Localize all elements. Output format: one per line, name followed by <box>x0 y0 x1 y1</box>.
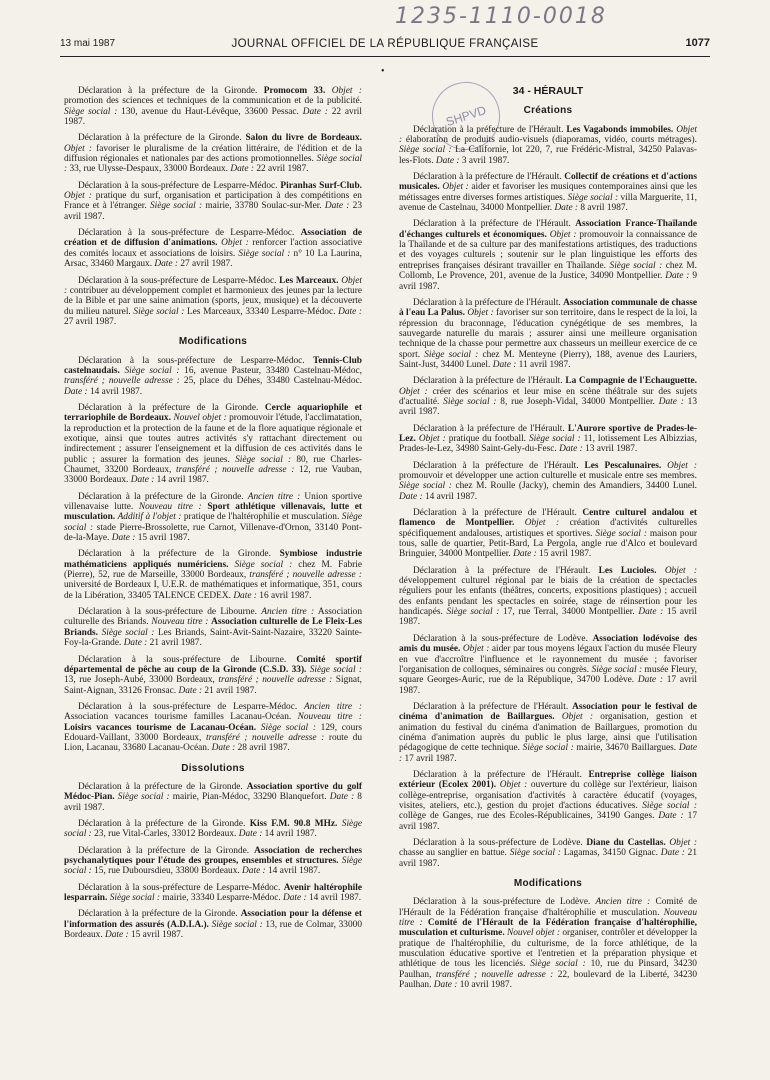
declaration-entry: Déclaration à la sous-préfecture de Lesparre-Médoc. Ancien titre : Association vacances tourisme familles Lacanau-Océan. Nouveau titre : Loisirs vacances tourisme de Lacanau-Océan. Siège social : 129, cours Edouard-Vaillant, 33000 Bordeaux, transféré ; nouvelle adresse : route du Lion, Lacanau, 33680 Lacanau-Océan. Date : 28 avril 1987. <box>64 701 362 754</box>
declaration-entry: Déclaration à la préfecture de la Gironde. Symbiose industrie mathématiciens appliqués numériciens. Siège social : chez M. Fabrie (Pierre), 52, rue de Marseille, 33000 Bordeaux, transféré ; nouvelle adresse : université de Bordeaux I, U.E.R. de mathématiques et informatique, 351, cours de la Libération, 33405 TALENCE CEDEX. Date : 16 avril 1987. <box>64 549 363 601</box>
declaration-entry: Déclaration à la préfecture de l'Hérault. Les Lucioles. Objet : développement culturel régional par le biais de la création de spectacles réguliers pour les enfants (théâtres, concerts, expositions plastiques) ; accueil des enfants pendant les spectacles en soirée, stage de réinsertion pour les handicapés. Siège social : 17, rue Terral, 34000 Montpellier. Date : 15 avril 1987. <box>399 565 697 628</box>
declaration-entry: Déclaration à la préfecture de la Gironde. Association pour la défense et l'information des assurés (A.D.I.A.). Siège social : 13, rue de Colmar, 33000 Bordeaux. Date : 15 avril 1987. <box>64 909 362 941</box>
header-rule <box>60 56 710 57</box>
declaration-entry: Déclaration à la sous-préfecture de Lodève. Ancien titre : Comité de l'Hérault de la Fédération française d'haltérophilie et musculation. Nouveau titre : Comité de l'Hérault de la Fédération française d'haltérophilie, musculation et culturisme. Nouvel objet : organiser, contrôler et développer la pratique de l'haltérophilie, du culturisme, de la force athlétique, de la musculation éducative sportive et l'entretien et la préparation physique et athlétique de tous les licenciés. Siège social : 10, rue du Pinsard, 34230 Paulhan, transféré ; nouvelle adresse : 22, boulevard de la Liberté, 34230 Paulhan. Date : 10 avril 1987. <box>399 897 698 991</box>
declaration-entry: Déclaration à la sous-préfecture de Lesparre-Médoc. Les Marceaux. Objet : contribuer au développement complet et harmonieux des jeunes par la lecture de la Bible et par une saine animation (sports, jeux, musique) et la découverte du milieu naturel. Siège social : Les Marceaux, 33340 Lesparre-Médoc. Date : 27 avril 1987. <box>64 275 362 327</box>
declaration-entry: Déclaration à la sous-préfecture de Libourne. Comité sportif départemental de pêche au coup de la Gironde (C.S.D. 33). Siège social : 13, rue Joseph-Aubé, 33000 Bordeaux, transféré ; nouvelle adresse : Signat, Saint-Aignan, 33126 Fronsac. Date : 21 avril 1987. <box>64 654 363 696</box>
declaration-entry: Déclaration à la préfecture de l'Hérault. Les Pescalunaires. Objet : promouvoir et développer une action culturelle et musicale entre ses membres. Siège social : chez M. Roulle (Jacky), chemin des Amandiers, 34400 Lunel. Date : 14 avril 1987. <box>399 460 697 502</box>
declaration-entry: Déclaration à la sous-préfecture de Lodève. Association lodévoise des amis du musée. Objet : aider par tous moyens légaux l'action du musée Fleury en vue d'accroître l'influence et le rayonnement du musée ; favoriser l'organisation de colloques, séminaires ou congrès. Siège social : musée Fleury, square Georges-Auric, rue de la République, 34700 Lodève. Date : 17 avril 1987. <box>399 633 698 696</box>
declaration-entry: Déclaration à la sous-préfecture de Libourne. Ancien titre : Association culturelle des Briands. Nouveau titre : Association culturelle de Le Fleix-Les Briands. Siège social : Les Briands, Saint-Avit-Saint-Nazaire, 33220 Sainte-Foy-la-Grande. Date : 21 avril 1987. <box>64 607 363 649</box>
declaration-entry: Déclaration à la sous-préfecture de Lesparre-Médoc. Tennis-Club castelnaudais. Siège social : 16, avenue Pasteur, 33480 Castelnau-Médoc, transféré ; nouvelle adresse : 25, place du Déhes, 33480 Castelnau-Médoc. Date : 14 avril 1987. <box>64 355 362 397</box>
declaration-entry: Déclaration à la préfecture de l'Hérault. Association communale de chasse à l'eau La Palus. Objet : favoriser sur son territoire, dans le respect de la loi, la répression du braconnage, l'éducation cynégétique de ses membres, la sauvegarde naturelle du marais ; assurer ainsi une meilleure organisation technique de la chasse pour permettre aux chasseurs un meilleur exercice de ce sport. Siège social : chez M. Menteyne (Pierry), 188, avenue des Lauriers, Saint-Just, 34400 Lunel. Date : 11 avril 1987. <box>399 297 698 370</box>
section-heading: Modifications <box>178 336 248 348</box>
declaration-entry: Déclaration à la préfecture de la Gironde. Kiss F.M. 90.8 MHz. Siège social : 23, rue Vital-Carles, 33012 Bordeaux. Date : 14 avril 1987. <box>64 818 363 840</box>
declaration-entry: Déclaration à la sous-préfecture de Lesparre-Médoc. Association de création et de diffusion d'animations. Objet : renforcer l'action associative des comités locaux et associations de loisirs. Siège social : n° 10 La Laurina, Arsac, 33460 Margaux. Date : 27 avril 1987. <box>64 228 363 270</box>
archive-stamp: SHPVD <box>423 73 509 159</box>
declaration-entry: Déclaration à la préfecture de la Gironde. Association de recherches psychanalytiques pour l'étude des groupes, ensembles et structures. Siège social : 15, rue Duboursdieu, 33800 Bordeaux. Date : 14 avril 1987. <box>64 845 363 877</box>
handwritten-reference: 1235-1110-0018 <box>395 4 607 29</box>
page-number: 1077 <box>685 37 710 49</box>
journal-title: JOURNAL OFFICIEL DE LA RÉPUBLIQUE FRANÇAISE <box>231 38 539 50</box>
declaration-entry: Déclaration à la sous-préfecture de Lesparre-Médoc. Avenir haltérophile lesparrain. Siège social : mairie, 33340 Lesparre-Médoc. Date : 14 avril 1987. <box>64 882 362 904</box>
declaration-entry: Déclaration à la préfecture de l'Hérault. Association pour le festival de cinéma d'animation de Baillargues. Objet : organisation, gestion et animation du festival du cinéma d'animation de Baillargues, promotion du cinéma d'animation auprès du public le plus large, ainsi que l'utilisation pédagogique de cette technique. Siège social : mairie, 34670 Baillargues. Date : 17 avril 1987. <box>399 701 697 764</box>
declaration-entry: Déclaration à la sous-préfecture de Lodève. Diane du Castellas. Objet : chasse au sanglier en battue. Siège social : Lagamas, 34150 Gignac. Date : 21 avril 1987. <box>399 838 697 869</box>
center-dot: • <box>381 66 385 77</box>
declaration-entry: Déclaration à la sous-préfecture de Lesparre-Médoc. Piranhas Surf-Club. Objet : pratique du surf, organisation et participation à des compétitions en France et à l'étranger. Siège social : mairie, 33780 Soulac-sur-Mer. Date : 23 avril 1987. <box>64 180 362 222</box>
declaration-entry: Déclaration à la préfecture de la Gironde. Cercle aquariophile et terrariophile de Bordeaux. Nouvel objet : promouvoir l'étude, l'acclimatation, la reproduction et la protection de la faune et de la flore aquatique régionale et exotique, ainsi que toutes autres activités s'y rattachant directement ou indirectement ; assurer l'enseignement et la diffusion de ces activités dans le public ; assurer la formation des jeunes. Siège social : 80, rue Charles-Chaumet, 33200 Bordeaux, transféré ; nouvelle adresse : 12, rue Vauban, 33000 Bordeaux. Date : 14 avril 1987. <box>64 402 363 486</box>
declaration-entry: Déclaration à la préfecture de l'Hérault. Collectif de créations et d'actions musicales. Objet : aider et favoriser les musiques contemporaines ainsi que les métissages entre diverses formes artistiques. Siège social : villa Marguerite, 11, avenue de Castelnau, 34000 Montpellier. Date : 8 avril 1987. <box>399 172 697 214</box>
declaration-entry: Déclaration à la préfecture de l'Hérault. Association France-Thaïlande d'échanges culturels et économiques. Objet : promouvoir la connaissance de la Thaïlande et de sa culture par des manifestations artistiques, des traductions et des voyages culturels ; soutenir sur le plan linguistique les efforts des entreprises françaises désirant travailler en Thaïlande. Siège social : chez M. Collomb, Le Provence, 201, avenue de la Justice, 34090 Montpellier. Date : 9 avril 1987. <box>399 219 697 292</box>
declaration-entry: Déclaration à la préfecture de la Gironde. Promocom 33. Objet : promotion des sciences et techniques de la communication et de la publicité. Siège social : 130, avenue du Haut-Lévêque, 33600 Pessac. Date : 22 avril 1987. <box>64 86 362 128</box>
department-heading: 34 - HÉRAULT <box>512 85 584 97</box>
page-header <box>60 38 710 54</box>
section-heading: Modifications <box>513 878 583 890</box>
section-heading: Créations <box>523 105 573 117</box>
declaration-entry: Déclaration à la préfecture de l'Hérault. Les Vagabonds immobiles. Objet : élaboration de produits audio-visuels (diaporamas, vidéo, courts métrages). Siège social : La Californie, lot 220, 7, rue Frédéric-Mistral, 34250 Palavas-les-Flots. Date : 3 avril 1987. <box>399 124 697 166</box>
issue-date: 13 mai 1987 <box>60 38 116 49</box>
declaration-entry: Déclaration à la préfecture de l'Hérault. L'Aurore sportive de Prades-le-Lez. Objet : pratique du football. Siège social : 11, lotissement Les Albizzias, Prades-le-Lez, 34980 Saint-Gely-du-Fesc. Date : 13 avril 1987. <box>399 423 698 455</box>
declaration-entry: Déclaration à la préfecture de la Gironde. Association sportive du golf Médoc-Pian. Siège social : mairie, Pian-Médoc, 33290 Blanquefort. Date : 8 avril 1987. <box>64 781 362 813</box>
declaration-entry: Déclaration à la préfecture de l'Hérault. Centre culturel andalou et flamenco de Montpellier. Objet : création d'activités culturelles spécifiquement andalouses, artistiques et sportives. Siège social : maison pour tous, salle de quartier, Petit-Bard, La Pergola, angle rue d'Alco et boulevard Bringuier, 34000 Montpellier. Date : 15 avril 1987. <box>399 508 697 560</box>
declaration-entry: Déclaration à la préfecture de l'Hérault. Entreprise collège liaison extérieur (Ecolex 2001). Objet : ouverture du collège sur l'extérieur, liaison collège-entreprise, organisation d'activités à caractère éducatif (voyages, visites, ateliers, etc.), gestion du projet d'actions éducatives. Siège social : collège de Ganges, rue des Ecoles-Républicaines, 34190 Ganges. Date : 17 avril 1987. <box>399 769 697 832</box>
right-column <box>399 86 697 996</box>
left-column <box>64 86 362 946</box>
declaration-entry: Déclaration à la préfecture de la Gironde. Salon du livre de Bordeaux. Objet : favoriser le pluralisme de la création littéraire, de l'édition et de la diffusion régionales et nationales par des actions promotionnelles. Siège social : 33, rue Ulysse-Despaux, 33000 Bordeaux. Date : 22 avril 1987. <box>64 133 362 175</box>
declaration-entry: Déclaration à la préfecture de la Gironde. Ancien titre : Union sportive villenavaise lutte. Nouveau titre : Sport athlétique villenavais, lutte et musculation. Additif à l'objet : pratique de l'haltérophilie et musculation. Siège social : stade Pierre-Brossolette, rue Carnot, Villenave-d'Ornon, 33140 Pont-de-la-Maye. Date : 15 avril 1987. <box>64 491 363 544</box>
declaration-entry: Déclaration à la préfecture de l'Hérault. La Compagnie de l'Echauguette. Objet : créer des scénarios et leur mise en scène théâtrale sur des sujets d'actualité. Siège social : 8, rue Joseph-Vidal, 34000 Montpellier. Date : 13 avril 1987. <box>399 376 697 418</box>
section-heading: Dissolutions <box>181 762 245 774</box>
